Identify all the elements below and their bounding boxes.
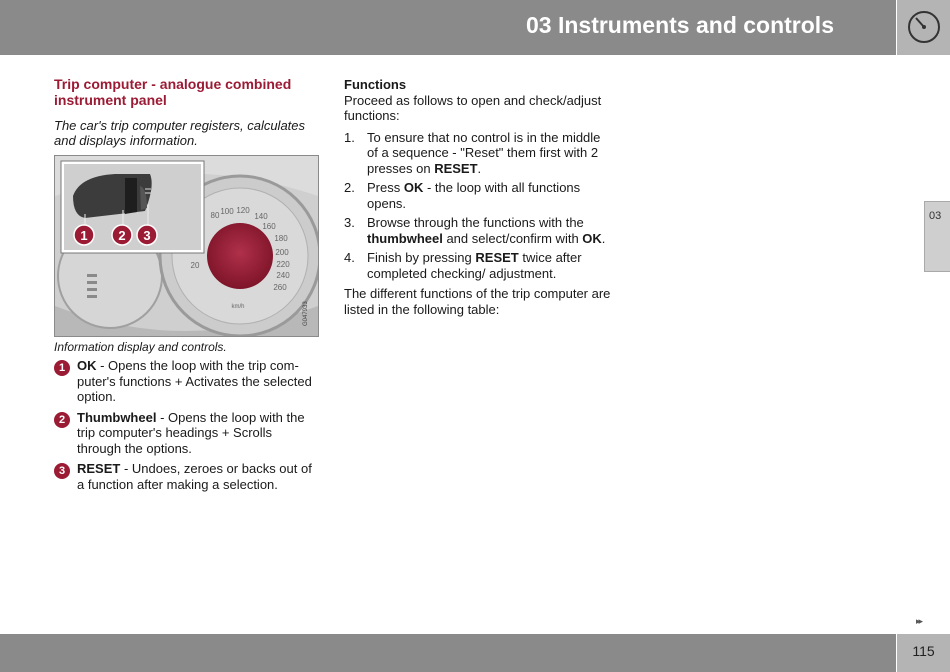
gauge-tick-label: 240 [276, 271, 290, 280]
gauge-tick-label: 260 [273, 283, 287, 292]
closing-text: The different functions of the trip computer are listed in the following table: [344, 286, 611, 317]
step-text: - the loop with all functions opens. [367, 180, 581, 211]
gauge-tick-label: 220 [276, 260, 290, 269]
step-keyword: thumbwheel [367, 230, 443, 246]
step-text: To ensure that no control is in the middle of a sequence - "Reset" them first with 2 presses on [367, 129, 601, 176]
callout-term: OK [77, 358, 97, 373]
step-text: . [477, 160, 482, 176]
step-keyword: OK [403, 180, 424, 195]
gauge-tick-label: 180 [274, 234, 288, 243]
callout-text: - Undoes, zeroes or backs out of a function after making a selection. [77, 461, 312, 492]
step-keyword: RESET [434, 160, 478, 176]
list-item [344, 250, 614, 281]
step-text: Browse through the functions with the [367, 215, 584, 230]
gauge-tick-label: 20 [190, 261, 200, 270]
marker-number: 1 [80, 228, 88, 243]
figure-marker-1 [74, 225, 94, 245]
step-list [344, 130, 614, 282]
marker-number: 2 [118, 228, 126, 243]
gauge-tick-label: 160 [262, 222, 276, 231]
callout-list [54, 358, 319, 497]
step-number: 2. [344, 180, 355, 195]
functions-heading: Functions [344, 77, 407, 92]
page-title: 03 Instruments and controls [525, 12, 834, 38]
header-icon-box [897, 0, 950, 55]
list-item [344, 215, 614, 246]
header-bar [0, 0, 896, 55]
right-column [344, 77, 614, 317]
gauge-tick-label: 80 [210, 211, 220, 220]
callout-term: RESET [77, 461, 121, 476]
gauge-tick-label: 100 [220, 207, 234, 216]
callout-text: - Opens the loop with the trip com-puter's functions + Activates the selected option. [77, 358, 312, 404]
functions-lead: Proceed as follows to open and check/adjust functions: [344, 92, 602, 123]
step-number: 3. [344, 215, 355, 230]
instrument-illustration [55, 156, 318, 336]
left-column [54, 76, 319, 148]
figure-caption: Information display and controls. [54, 340, 227, 354]
callout-badge: 2 [54, 412, 70, 428]
step-number: 4. [344, 250, 355, 265]
callout-term: Thumbwheel [77, 409, 157, 425]
step-text: Press [367, 180, 404, 195]
list-item [54, 358, 319, 405]
step-text: Finish by pressing [367, 250, 476, 265]
marker-number: 3 [143, 228, 151, 243]
figure-marker-3 [137, 225, 157, 245]
callout-badge: 3 [54, 463, 70, 479]
callout-badge: 1 [54, 360, 70, 376]
gauge-tick-label: 200 [275, 248, 289, 257]
step-keyword: OK [582, 230, 602, 246]
list-item [54, 461, 319, 492]
footer-bar [0, 634, 896, 672]
unit-label: km/h [231, 304, 245, 310]
intro-text: The car's trip computer registers, calculates and displays information. [54, 118, 306, 148]
list-item [344, 180, 614, 211]
speedometer-icon [897, 0, 950, 55]
callout-text: - Opens the loop with the trip computer's headings + Scrolls through the options. [77, 409, 305, 456]
figure-marker-2 [112, 225, 132, 245]
chapter-tab[interactable] [924, 201, 950, 272]
double-chevron-right-icon[interactable]: ▸▸ [916, 616, 922, 626]
step-text: and select/confirm with [442, 230, 583, 246]
section-title: Trip computer - analogue combined instrument panel [54, 76, 292, 108]
step-text: twice after completed checking/ adjustment. [367, 250, 582, 281]
step-text: . [601, 230, 606, 246]
page-number: 115 [912, 643, 935, 659]
step-number: 1. [344, 129, 355, 145]
list-item [54, 410, 319, 457]
step-keyword: RESET [475, 250, 519, 265]
gauge-tick-label: 140 [254, 212, 268, 221]
figure-code: G047933 [303, 301, 309, 326]
list-item [344, 130, 614, 177]
instrument-figure [54, 155, 319, 337]
gauge-tick-label: 120 [236, 206, 250, 215]
chapter-tab-label: 03 [929, 210, 942, 222]
